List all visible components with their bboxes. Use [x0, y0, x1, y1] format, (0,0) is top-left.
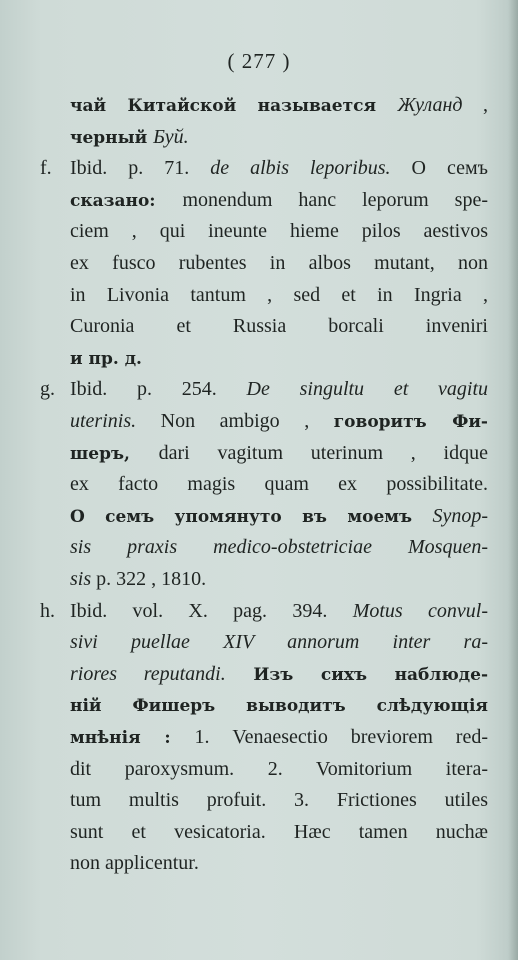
line-text — [70, 754, 488, 784]
text-segment: ній Фишеръ выводитъ слѣдующія — [70, 696, 488, 717]
text-segment: Ibid. p. 71. — [70, 157, 211, 180]
footnote-marker: f. — [40, 157, 52, 180]
line-text — [70, 185, 488, 216]
text-line — [0, 438, 518, 468]
text-segment: Curonia et Russia borcali inveniri — [70, 315, 488, 338]
line-text — [70, 817, 488, 847]
line-text — [70, 90, 488, 121]
text-segment: sis — [70, 568, 92, 590]
line-text — [70, 406, 488, 437]
text-segment: sis praxis medico-obstetriciae Mosquen- — [70, 536, 488, 559]
line-text — [70, 627, 488, 657]
text-line — [0, 185, 518, 215]
text-segment: dari vagitum uterinum , idque — [158, 441, 488, 464]
text-line — [0, 469, 518, 499]
line-text — [70, 311, 488, 341]
line-text — [70, 216, 488, 246]
text-segment: non applicentur. — [70, 852, 199, 875]
text-segment: Non ambigo , — [136, 410, 334, 432]
text-segment: sivi puellae XIV annorum inter ra- — [70, 631, 488, 654]
text-line — [0, 754, 518, 784]
text-segment: черный — [70, 127, 154, 148]
text-segment: tum multis profuit. 3. Frictiones utiles — [70, 789, 488, 812]
line-text — [70, 153, 488, 183]
line-text — [70, 343, 142, 374]
text-segment: Ibid. p. 254. — [70, 378, 247, 401]
text-segment: monendum hanc leporum spe- — [182, 188, 488, 211]
text-segment: и пр. д. — [70, 348, 142, 369]
footnote-marker: g. — [40, 378, 55, 401]
line-text — [70, 848, 199, 878]
text-line — [0, 596, 518, 626]
footnote-marker: h. — [40, 599, 55, 622]
line-text — [70, 469, 488, 499]
line-text — [70, 564, 206, 594]
line-text — [70, 374, 488, 404]
text-segment: мнѣнія : — [70, 728, 195, 748]
text-segment: говоритъ Фи- — [333, 412, 488, 432]
text-segment: чай Китайской называется — [70, 96, 398, 116]
line-text — [70, 532, 488, 562]
text-line — [0, 722, 518, 752]
text-line — [0, 501, 518, 531]
text-line — [0, 280, 518, 310]
text-line — [0, 406, 518, 436]
text-segment: Изъ сихъ наблюде- — [225, 664, 489, 685]
text-line — [0, 564, 518, 594]
text-segment: de albis leporibus. — [210, 157, 391, 180]
text-segment: in Livonia tantum , sed et in Ingria , — [70, 283, 488, 306]
text-segment: 1. Venaesectio breviorem red- — [194, 726, 488, 748]
text-segment: , — [462, 94, 488, 116]
text-segment: ex facto magis quam ex possibilitate. — [70, 473, 488, 496]
text-line — [0, 216, 518, 246]
line-text — [70, 785, 488, 815]
text-segment: sunt et vesicatoria. Hæc tamen nuchæ — [70, 820, 488, 843]
text-segment: Ibid. vol. X. pag. 394. — [70, 599, 353, 622]
text-segment: О семъ упомянуто въ моемъ — [70, 506, 433, 527]
text-segment: Motus convul- — [352, 599, 488, 622]
text-line — [0, 248, 518, 278]
text-segment: De singultu et vagitu — [246, 378, 489, 401]
text-line — [0, 122, 518, 152]
text-segment: riores reputandi. — [70, 662, 226, 685]
text-segment: Synop- — [432, 504, 488, 527]
line-text — [70, 438, 488, 469]
text-line — [0, 153, 518, 183]
line-text — [70, 596, 488, 626]
text-segment: сказано: — [70, 190, 183, 211]
text-segment: О семъ — [390, 157, 488, 180]
line-text — [70, 690, 488, 721]
text-line — [0, 785, 518, 815]
text-line — [0, 311, 518, 341]
text-line — [0, 690, 518, 720]
text-line — [0, 374, 518, 404]
text-segment: ex fusco rubentes in albos mutant, non — [70, 252, 488, 274]
text-segment: Буй. — [153, 125, 189, 148]
line-text — [70, 122, 189, 153]
text-line — [0, 532, 518, 562]
text-line — [0, 627, 518, 657]
line-text — [70, 501, 488, 532]
line-text — [70, 722, 488, 753]
line-text — [70, 280, 488, 310]
text-line — [0, 817, 518, 847]
line-text — [70, 659, 488, 690]
text-segment: ciem , qui ineunte hieme pilos aestivos — [70, 220, 488, 243]
text-segment: p. 322 , 1810. — [91, 568, 207, 590]
text-segment: dit paroxysmum. 2. Vomitorium itera- — [70, 757, 488, 780]
text-line — [0, 848, 518, 878]
text-segment: Жуланд — [397, 94, 463, 116]
page-number: ( 277 ) — [227, 49, 291, 73]
text-segment: uterinis. — [70, 410, 137, 432]
text-line — [0, 90, 518, 120]
text-line — [0, 343, 518, 373]
text-line — [0, 659, 518, 689]
line-text — [70, 248, 488, 278]
text-segment: шеръ, — [70, 443, 159, 464]
